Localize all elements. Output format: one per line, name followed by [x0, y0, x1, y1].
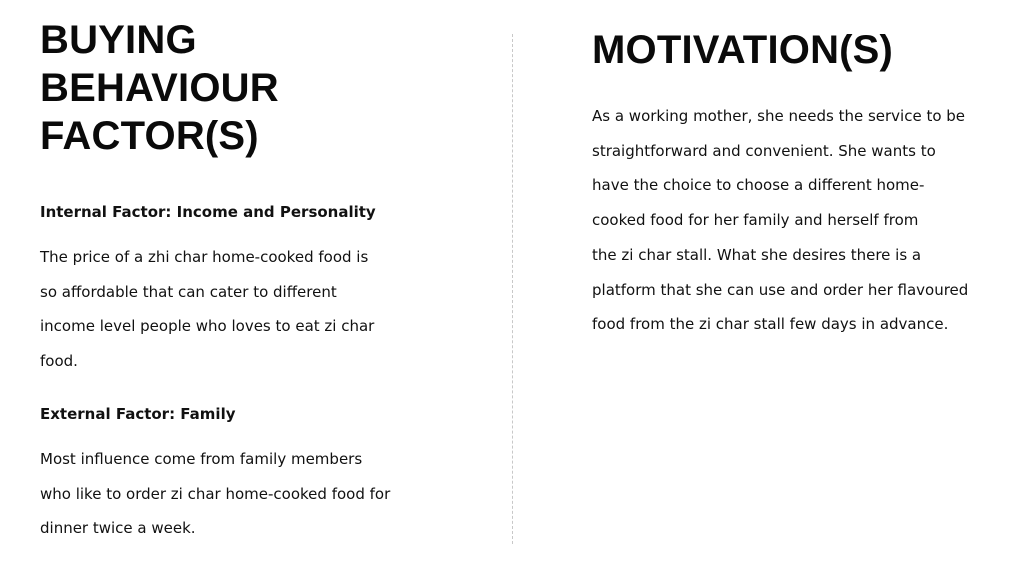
external-line-1: Most influence come from family members — [40, 450, 363, 468]
motivation-line-2: straightforward and convenient. She wants to — [592, 141, 936, 160]
external-factor-paragraph — [40, 442, 480, 546]
motivation-line-5: the zi char stall. What she desires there is a — [592, 245, 922, 264]
motivation-line-4: cooked food for her family and herself from — [592, 211, 919, 230]
external-line-2: who like to order zi char home-cooked food for — [40, 484, 391, 503]
column-divider — [512, 34, 513, 544]
motivation-line-7: food from the zi char stall few days in advance. — [592, 315, 949, 334]
internal-factor-paragraph — [40, 240, 480, 379]
external-factor-heading: External Factor: Family — [40, 405, 236, 423]
heading-line-1: BUYING — [40, 18, 197, 62]
motivation-line-6: platform that she can use and order her flavoured — [592, 280, 969, 299]
internal-line-1: The price of a zhi char home-cooked food is — [40, 248, 369, 266]
internal-line-2: so affordable that can cater to different — [40, 282, 337, 301]
motivation-line-3: have the choice to choose a different home- — [592, 176, 925, 195]
internal-line-3: income level people who loves to eat zi char — [40, 317, 375, 336]
external-line-3: dinner twice a week. — [40, 519, 196, 538]
internal-line-4: food. — [40, 352, 78, 371]
internal-factor-heading: Internal Factor: Income and Personality — [40, 203, 376, 221]
motivations-paragraph — [592, 99, 1012, 342]
buying-behaviour-heading — [40, 16, 480, 160]
motivations-heading: MOTIVATION(S) — [592, 28, 894, 72]
motivation-line-1: As a working mother, she needs the service to be — [592, 107, 966, 125]
heading-line-2: BEHAVIOUR — [40, 66, 279, 110]
heading-line-3: FACTOR(S) — [40, 114, 259, 158]
